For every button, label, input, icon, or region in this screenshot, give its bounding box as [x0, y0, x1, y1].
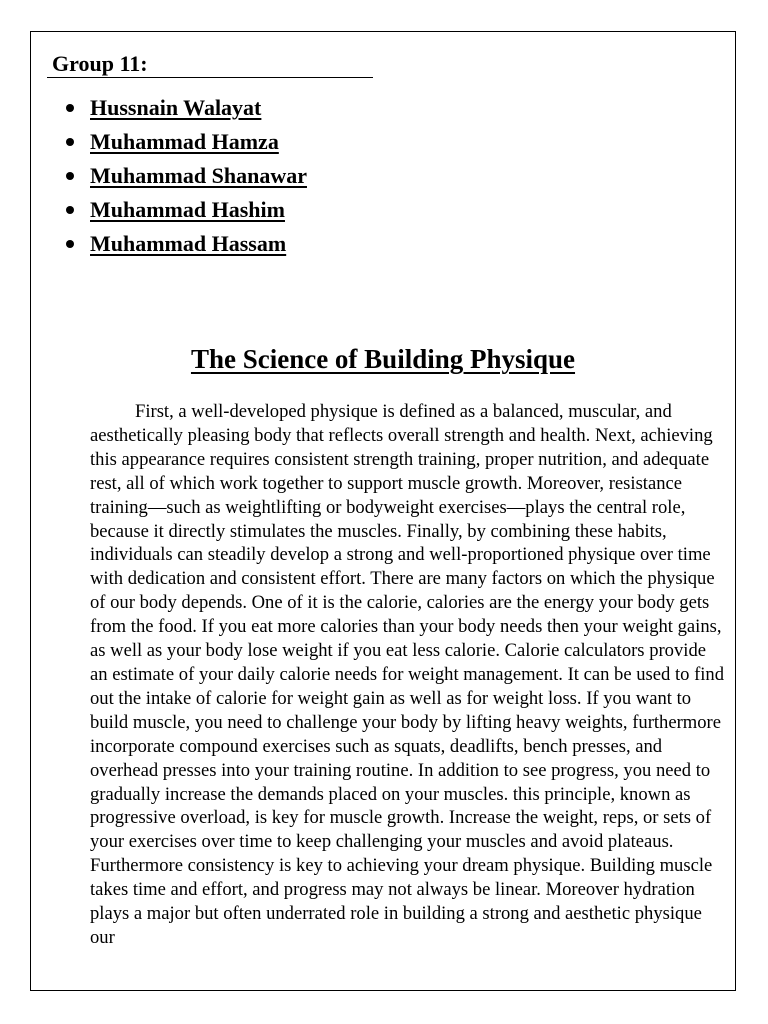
- member-name: Muhammad Shanawar: [90, 163, 307, 188]
- bullet-icon: [66, 138, 74, 146]
- page-border: [30, 31, 736, 991]
- member-name: Muhammad Hamza: [90, 129, 279, 154]
- member-name: Muhammad Hassam: [90, 231, 287, 256]
- member-name: Muhammad Hashim: [90, 197, 285, 222]
- member-name: Hussnain Walayat: [90, 95, 262, 120]
- bullet-icon: [66, 206, 74, 214]
- group-heading: Group 11:: [47, 51, 373, 78]
- body-paragraph: First, a well-developed physique is defined as a balanced, muscular, and aesthetically pleasing body that reflects overall strength and health. Next, achieving this appearance requires consistent strength training, proper nutrition, and adequate rest, all of which work together to support muscle growth. Moreover, resistance training—such as weightlifting or bodyweight exercises—plays the central role, because it directly stimulates the muscles. Finally, by combining these habits, individuals can steadily develop a strong and well-proportioned physique over time with dedication and consistent effort. There are many factors on which the physique of our body depends. One of it is the calorie, calories are the energy your body gets from the food. If you eat more calories than your body needs then your weight gains, as well as your body lose weight if you eat less calorie. Calorie calculators provide an estimate of your daily calorie needs for weight management. It can be used to find out the intake of calorie for weight gain as well as for weight loss. If you want to build muscle, you need to challenge your body by lifting heavy weights, furthermore incorporate compound exercises such as squats, deadlifts, bench presses, and overhead presses into your training routine. In addition to see progress, you need to gradually increase the demands placed on your muscles. this principle, known as progressive overload, is key for muscle growth. Increase the weight, reps, or sets of your exercises over time to keep challenging your muscles and avoid plateaus. Furthermore consistency is key to achieving your dream physique. Building muscle takes time and effort, and progress may not always be linear. Moreover hydration plays a major but often underrated role in building a strong and aesthetic physique our: [90, 401, 725, 948]
- document-title: The Science of Building Physique: [190, 344, 576, 374]
- bullet-icon: [66, 240, 74, 248]
- bullet-icon: [66, 172, 74, 180]
- bullet-icon: [66, 104, 74, 112]
